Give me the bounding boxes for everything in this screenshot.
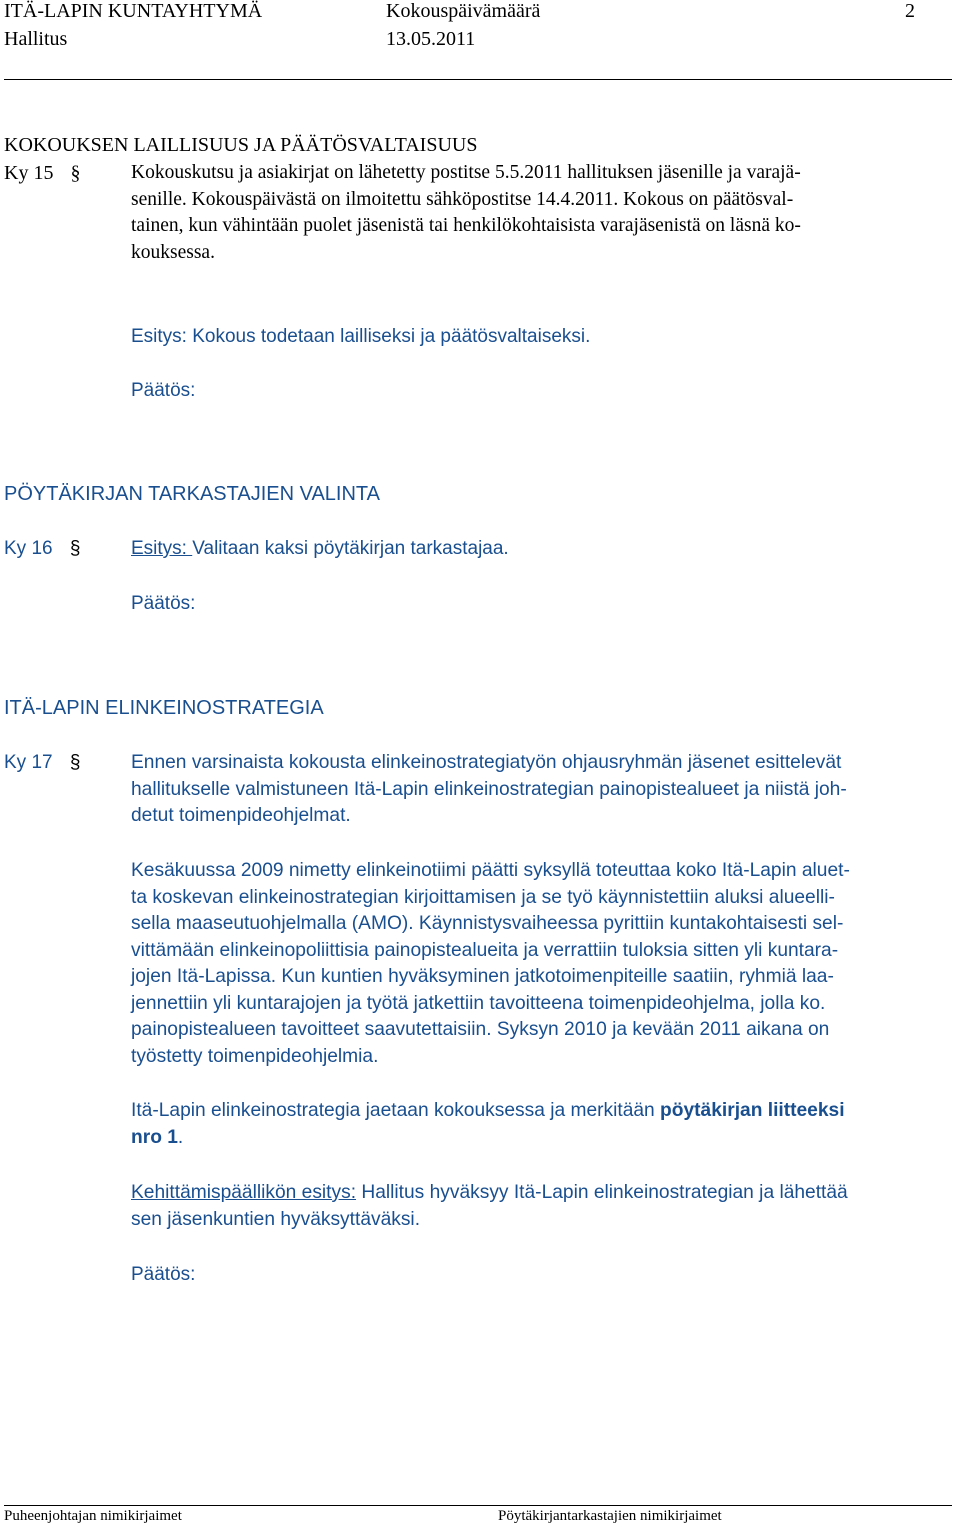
paragraph-line: ta koskevan elinkeinostrategian kirjoittamisen ja se työ käynnistettiin aluksi alueelli- <box>131 886 835 908</box>
paragraph-line: senille. Kokouspäivästä on ilmoitettu sähköpostitse 14.4.2011. Kokous on päätösval- <box>131 188 794 210</box>
section-sign-icon: § <box>69 538 81 559</box>
paatos-2: Päätös: <box>131 593 196 614</box>
esitys-1 <box>131 326 590 348</box>
ky-label: Ky 15 <box>4 162 54 184</box>
ky-label: Ky 17 <box>4 752 53 773</box>
paatos-1: Päätös: <box>131 380 196 401</box>
paragraph-line: Kokouskutsu ja asiakirjat on lähetetty postitse 5.5.2011 hallituksen jäsenille ja varajä- <box>131 162 801 183</box>
esitys-text: Kokous todetaan lailliseksi ja päätösvaltaiseksi. <box>186 326 591 347</box>
paragraph-line: jennettiin yli kuntarajojen ja työtä jatkettiin tavoitteena toimenpideohjelma, jolla ko. <box>131 992 826 1014</box>
header-date-label: Kokouspäivämäärä <box>386 0 541 22</box>
paragraph-line: hallitukselle valmistuneen Itä-Lapin elinkeinostrategian painopistealueet ja niistä joh- <box>131 778 847 800</box>
esitys-text: Valitaan kaksi pöytäkirjan tarkastajaa. <box>192 538 509 559</box>
ky-number-3 <box>4 752 80 774</box>
proposal-text: Hallitus hyväksyy Itä-Lapin elinkeinostrategian ja lähettää <box>356 1182 848 1203</box>
p3-attachment-bold: pöytäkirjan liitteeksi <box>660 1100 845 1121</box>
header-date: 13.05.2011 <box>386 28 476 50</box>
esitys-label: Esitys: <box>131 538 193 559</box>
p3-text: Itä-Lapin elinkeinostrategia jaetaan kokouksessa ja merkitään <box>131 1100 661 1121</box>
p3-attachment-number: nro 1 <box>131 1126 178 1148</box>
p3-text: . <box>177 1126 184 1148</box>
esitys-label: Esitys: <box>131 326 187 347</box>
paragraph-line: työstetty toimenpideohjelmia. <box>131 1045 379 1067</box>
section-title-1: KOKOUKSEN LAILLISUUS JA PÄÄTÖSVALTAISUUS <box>4 134 478 156</box>
section-sign-icon: § <box>69 752 81 773</box>
paragraph-line: Kesäkuussa 2009 nimetty elinkeinotiimi päätti syksyllä toteuttaa koko Itä-Lapin aluet- <box>131 860 850 881</box>
paragraph-line <box>131 1125 957 1152</box>
paragraph-line: kouksessa. <box>131 241 215 263</box>
paragraph-line: jojen Itä-Lapissa. Kun kuntien hyväksyminen jatkotoimenpiteille saatiin, ryhmiä laa- <box>131 966 834 987</box>
paragraph-line: sen jäsenkuntien hyväksyttäväksi. <box>131 1208 421 1230</box>
paragraph-line <box>131 1180 957 1207</box>
paragraph-line <box>131 1098 957 1125</box>
paragraph-line: painopistealueen tavoitteet saavutettaisiin. Syksyn 2010 ja kevään 2011 aikana on <box>131 1019 830 1040</box>
paragraph-line: Ennen varsinaista kokousta elinkeinostrategiatyön ohjausryhmän jäsenet esittelevät <box>131 752 842 773</box>
section-title-2: PÖYTÄKIRJAN TARKASTAJIEN VALINTA <box>4 483 381 505</box>
paragraph-line: vittämään elinkeinopoliittisia painopistealueita ja verrattiin tuloksia sitten yli kuntara- <box>131 939 839 961</box>
paragraph-line: sella maaseutuohjelmalla (AMO). Käynnistysvaiheessa pyrittiin kuntakohtaisesti sel- <box>131 913 844 934</box>
section-sign-icon: § <box>70 162 81 184</box>
proposal-label: Kehittämispäällikön esitys: <box>131 1182 357 1203</box>
header-organization: ITÄ-LAPIN KUNTAYHTYMÄ <box>4 0 263 22</box>
section-3-proposal <box>131 1180 957 1233</box>
footer-right: Pöytäkirjantarkastajien nimikirjaimet <box>498 1508 722 1524</box>
paatos-3: Päätös: <box>131 1264 196 1285</box>
footer-divider <box>4 1505 952 1506</box>
paragraph-line: detut toimenpideohjelmat. <box>131 805 351 826</box>
ky-number-2 <box>4 538 80 560</box>
section-3-paragraph-1 <box>131 750 957 830</box>
ky-label: Ky 16 <box>4 538 53 559</box>
esitys-2 <box>131 538 509 560</box>
section-1-paragraph <box>131 160 957 266</box>
header-body: Hallitus <box>4 28 68 50</box>
footer-left: Puheenjohtajan nimikirjaimet <box>4 1508 182 1524</box>
ky-number-1 <box>4 162 80 185</box>
section-3-paragraph-2 <box>131 858 957 1070</box>
header-page-number: 2 <box>905 0 915 22</box>
header-divider <box>4 79 952 80</box>
paragraph-line: tainen, kun vähintään puolet jäsenistä tai henkilökohtaisista varajäsenistä on läsnä ko- <box>131 215 801 236</box>
section-title-3: ITÄ-LAPIN ELINKEINOSTRATEGIA <box>4 697 324 719</box>
section-3-paragraph-3 <box>131 1098 957 1151</box>
